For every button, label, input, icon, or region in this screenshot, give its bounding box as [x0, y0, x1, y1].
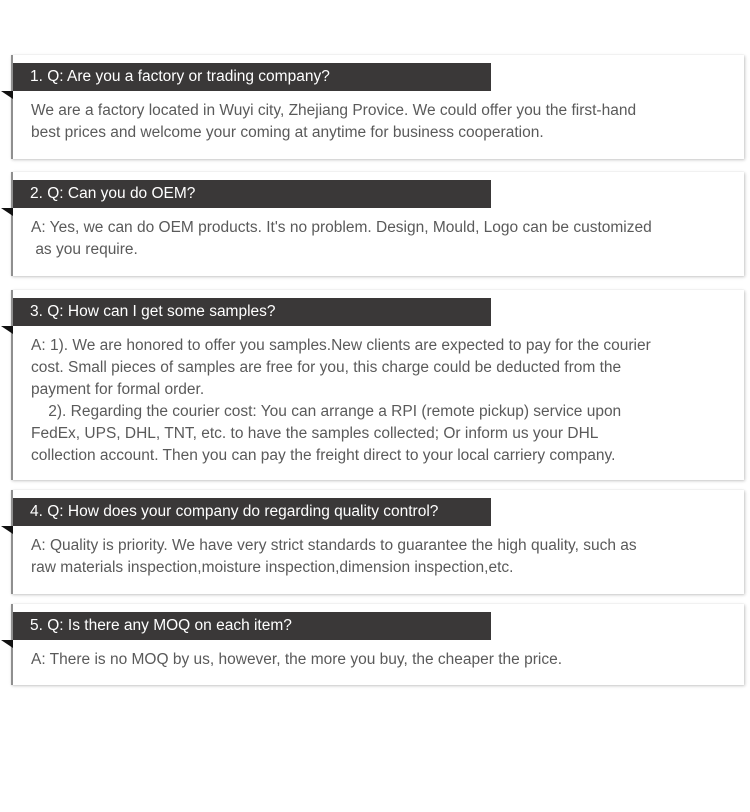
faq-answer	[31, 100, 684, 144]
answer-line: collection account. Then you can pay the freight direct to your local carriery company.	[31, 447, 616, 464]
question-ribbon-fold	[1, 91, 13, 99]
faq-question: 4. Q: How does your company do regarding quality control?	[13, 498, 491, 526]
faq-question: 2. Q: Can you do OEM?	[13, 180, 491, 208]
answer-line: cost. Small pieces of samples are free for you, this charge could be deducted from the	[31, 359, 622, 376]
faq-answer	[31, 217, 684, 261]
faq-question: 5. Q: Is there any MOQ on each item?	[13, 612, 491, 640]
faq-item-4	[11, 490, 744, 594]
answer-line: A: There is no MOQ by us, however, the more you buy, the cheaper the price.	[31, 651, 563, 668]
faq-item-2	[11, 172, 744, 276]
answer-line: raw materials inspection,moisture inspection,dimension inspection,etc.	[31, 559, 514, 576]
answer-line: as you require.	[31, 241, 138, 258]
faq-answer	[31, 649, 684, 671]
question-ribbon-fold	[1, 640, 13, 648]
faq-item-1	[11, 55, 744, 159]
answer-line: A: 1). We are honored to offer you samples.New clients are expected to pay for the courier	[31, 337, 651, 354]
answer-line: A: Quality is priority. We have very strict standards to guarantee the high quality, such as	[31, 537, 637, 554]
answer-line: payment for formal order.	[31, 381, 205, 398]
answer-line: We are a factory located in Wuyi city, Zhejiang Provice. We could offer you the first-hand	[31, 102, 637, 119]
faq-item-3	[11, 290, 744, 480]
answer-line: best prices and welcome your coming at anytime for business cooperation.	[31, 124, 544, 141]
question-ribbon-fold	[1, 208, 13, 216]
faq-question: 3. Q: How can I get some samples?	[13, 298, 491, 326]
faq-answer	[31, 535, 684, 579]
question-ribbon-fold	[1, 326, 13, 334]
faq-question: 1. Q: Are you a factory or trading company?	[13, 63, 491, 91]
answer-line: A: Yes, we can do OEM products. It's no problem. Design, Mould, Logo can be customized	[31, 219, 652, 236]
faq-answer	[31, 335, 684, 467]
faq-item-5	[11, 604, 744, 685]
answer-line: FedEx, UPS, DHL, TNT, etc. to have the samples collected; Or inform us your DHL	[31, 425, 599, 442]
answer-line: 2). Regarding the courier cost: You can arrange a RPI (remote pickup) service upon	[31, 403, 622, 420]
question-ribbon-fold	[1, 526, 13, 534]
